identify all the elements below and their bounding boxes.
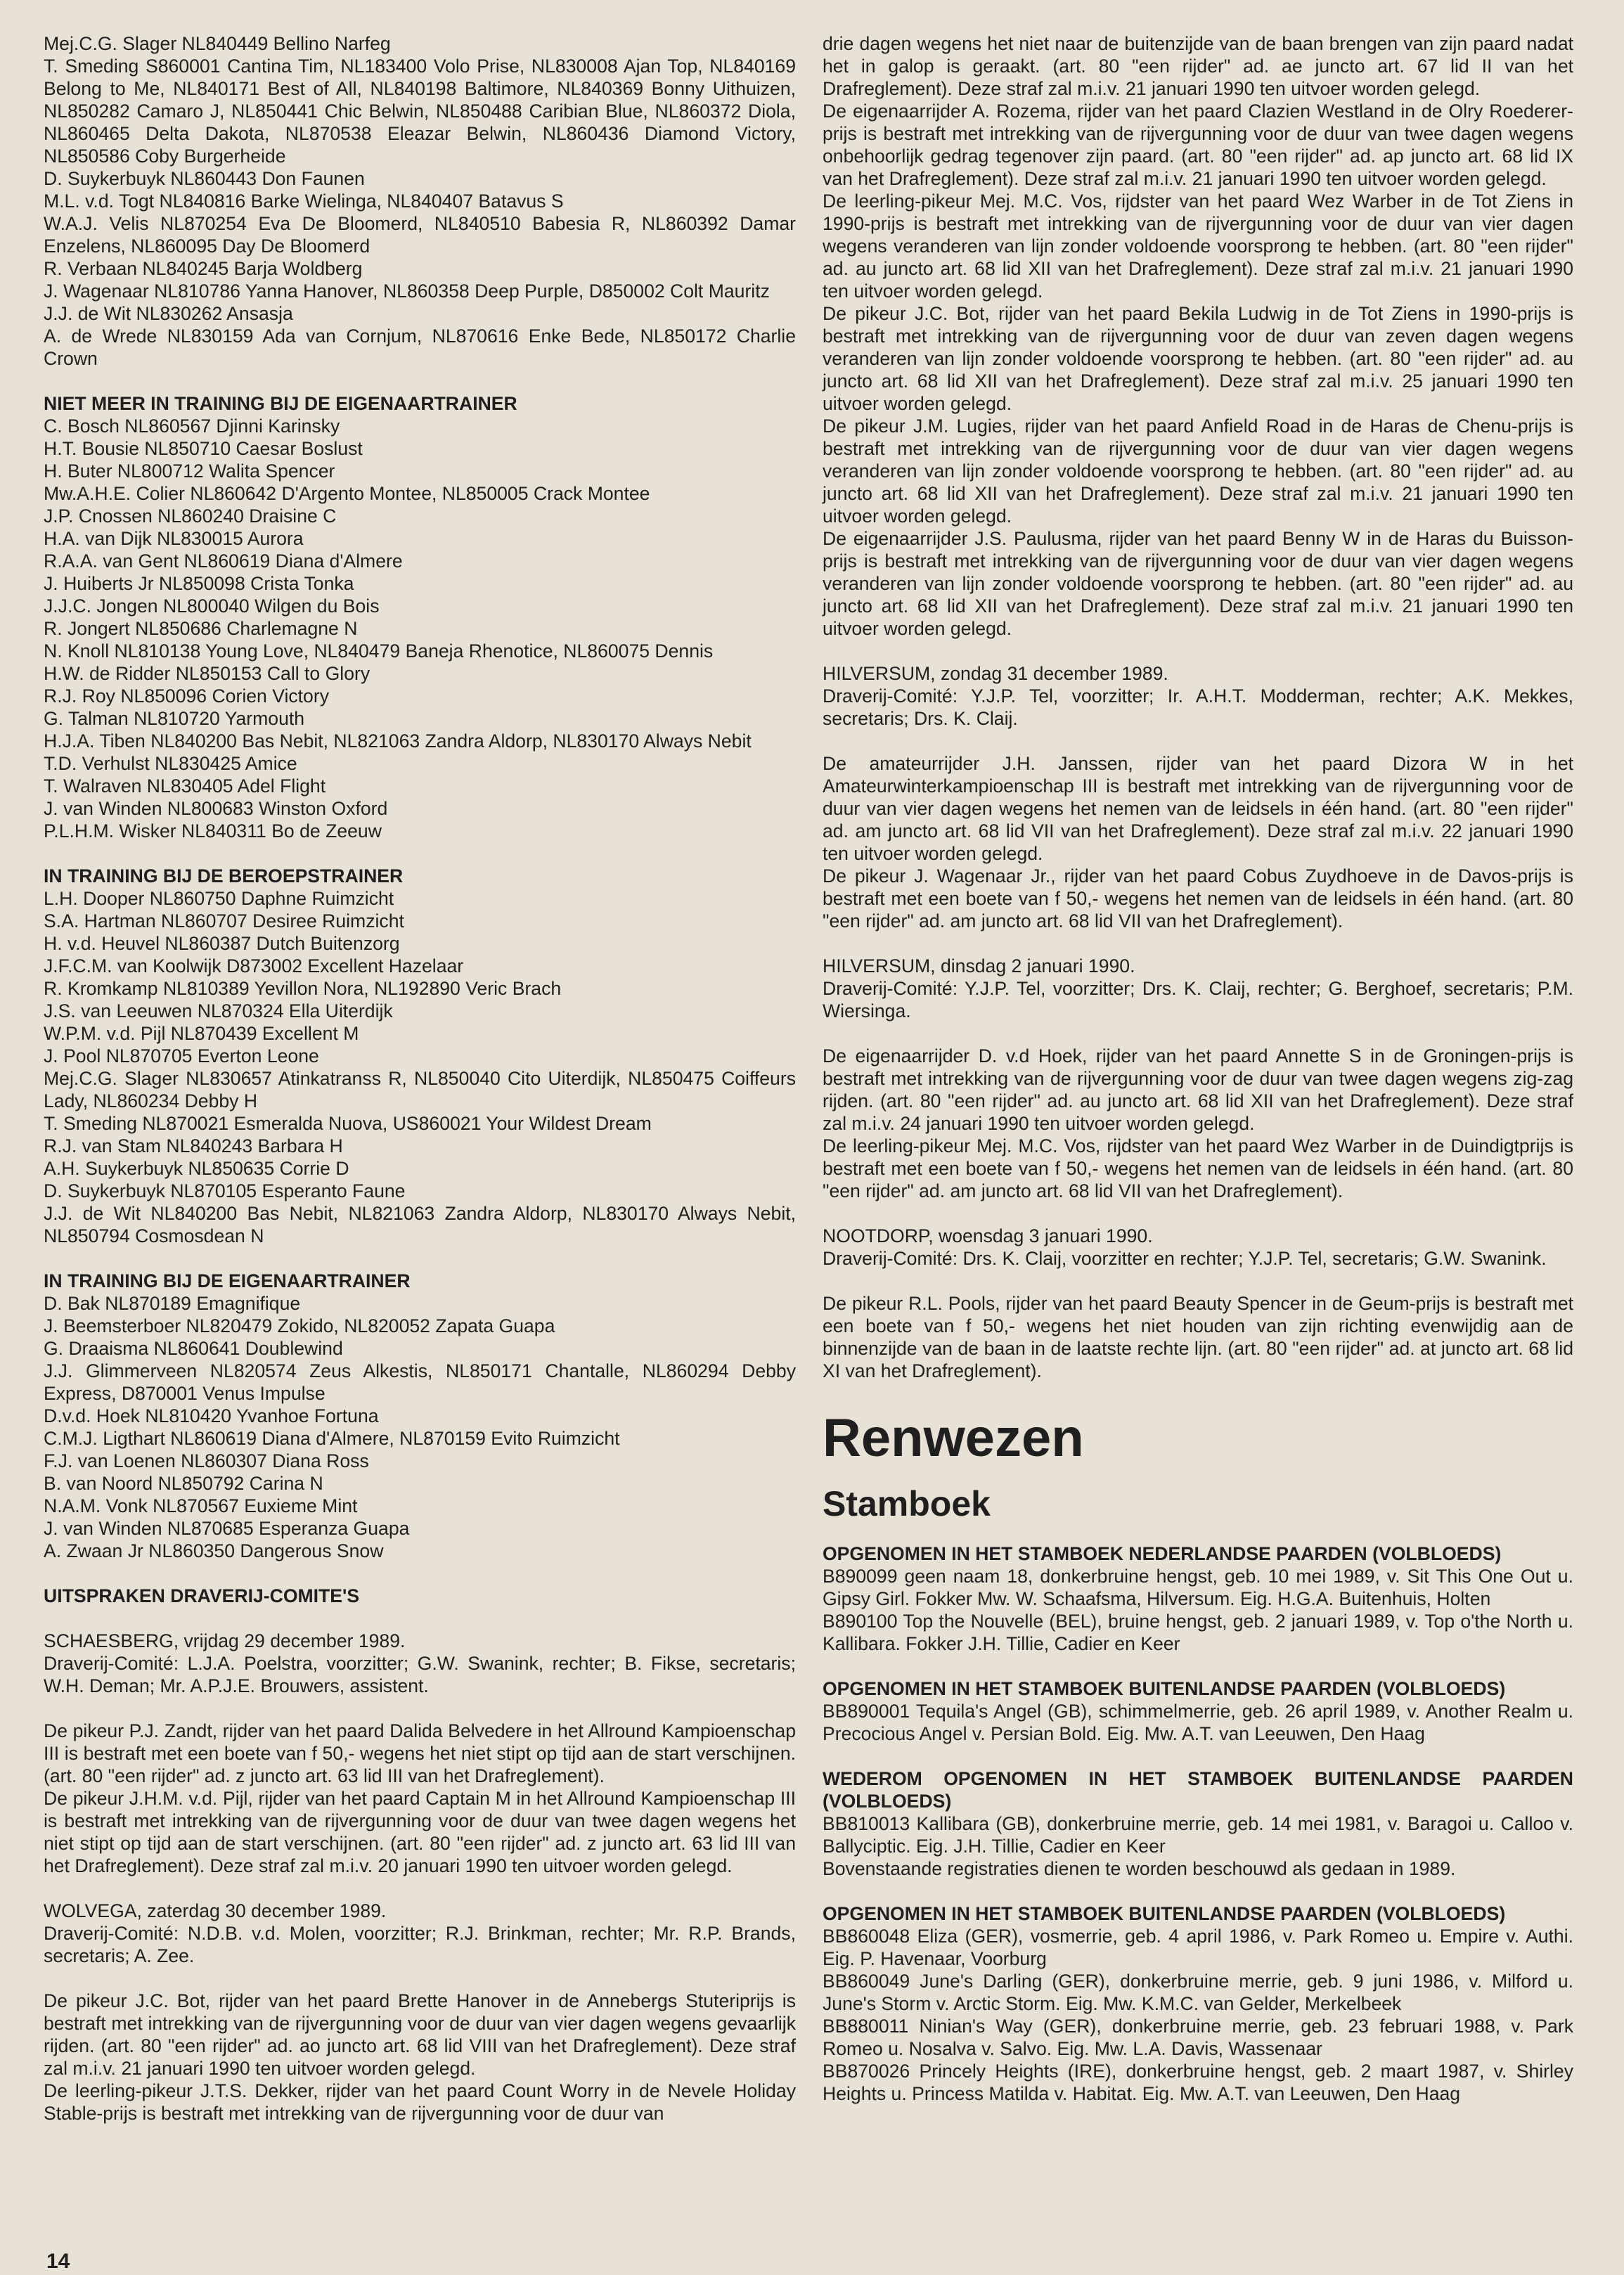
meeting-header: HILVERSUM, zondag 31 december 1989. [823,663,1168,684]
stamboek-heading: OPGENOMEN IN HET STAMBOEK BUITENLANDSE PAARDEN (VOLBLOEDS) [823,1903,1506,1924]
list-item: J.J.C. Jongen NL800040 Wilgen du Bois [44,595,380,617]
page-title: Renwezen [823,1408,1084,1468]
section-heading: IN TRAINING BIJ DE EIGENAARTRAINER [44,1270,411,1291]
list-item: H.T. Bousie NL850710 Caesar Boslust [44,438,363,459]
left-column [44,32,796,2125]
list-item: P.L.H.M. Wisker NL840311 Bo de Zeeuw [44,820,382,842]
ruling-paragraph: De leerling-pikeur Mej. M.C. Vos, rijdster van het paard Wez Warber in de Duindigtprijs is bestraft met een boete van f 50,- wegens het nemen van de leidsels in één hand. (art. 80 "een rijder" ad. am juncto art. 68 lid VII van het Drafreglement). [823,1135,1573,1201]
comite-line: Draverij-Comité: L.J.A. Poelstra, voorzitter; G.W. Swanink, rechter; B. Fikse, secretaris; W.H. Deman; Mr. A.P.J.E. Brouwers, assistent. [44,1653,796,1696]
section-heading: IN TRAINING BIJ DE BEROEPSTRAINER [44,865,404,887]
comite-line: Draverij-Comité: Y.J.P. Tel, voorzitter; Drs. K. Claij, rechter; G. Berghoef, secretaris; P.M. Wiersinga. [823,978,1573,1022]
list-item: T. Walraven NL830405 Adel Flight [44,775,326,797]
list-item: J.F.C.M. van Koolwijk D873002 Excellent Hazelaar [44,955,464,977]
section-heading: NIET MEER IN TRAINING BIJ DE EIGENAARTRAINER [44,393,517,414]
comite-line: Draverij-Comité: Y.J.P. Tel, voorzitter; Ir. A.H.T. Modderman, rechter; A.K. Mekkes, secretaris; Drs. K. Claij. [823,685,1573,729]
list-item: T. Smeding NL870021 Esmeralda Nuova, US860021 Your Wildest Dream [44,1113,652,1134]
stamboek-entry: BB810013 Kallibara (GB), donkerbruine merrie, geb. 14 mei 1981, v. Baragoi u. Calloo v. Ballyciptic. Eig. J.H. Tillie, Cadier en Keer [823,1813,1573,1857]
list-item: C. Bosch NL860567 Djinni Karinsky [44,415,340,437]
list-item: N.A.M. Vonk NL870567 Euxieme Mint [44,1495,358,1516]
list-item: J. Pool NL870705 Everton Leone [44,1045,319,1066]
list-item: L.H. Dooper NL860750 Daphne Ruimzicht [44,888,394,909]
list-item: R.J. Roy NL850096 Corien Victory [44,685,329,707]
section-heading: UITSPRAKEN DRAVERIJ-COMITE'S [44,1585,360,1606]
ruling-paragraph: De leerling-pikeur Mej. M.C. Vos, rijdster van het paard Wez Warber in de Tot Ziens in 1990-prijs is bestraft met intrekking van de rijvergunning voor de duur van vier dagen wegens veranderen van lijn zonder voldoende voorsprong te hebben. (art. 80 "een rijder" ad. au juncto art. 68 lid XII van het Drafreglement). Deze straf zal m.i.v. 21 januari 1990 ten uitvoer worden gelegd. [823,191,1573,302]
list-item: H.A. van Dijk NL830015 Aurora [44,528,304,549]
list-item: J. van Winden NL870685 Esperanza Guapa [44,1518,410,1539]
list-item: A. Zwaan Jr NL860350 Dangerous Snow [44,1540,384,1561]
ruling-paragraph: De pikeur J. Wagenaar Jr., rijder van het paard Cobus Zuydhoeve in de Davos-prijs is bestraft met een boete van f 50,- wegens het nemen van de leidsels in één hand. (art. 80 "een rijder" ad. am juncto art. 68 lid VII van het Drafreglement). [823,865,1573,932]
page-number: 14 [46,2250,70,2273]
stamboek-heading: WEDEROM OPGENOMEN IN HET STAMBOEK BUITENLANDSE PAARDEN (VOLBLOEDS) [823,1768,1573,1812]
list-item: H.W. de Ridder NL850153 Call to Glory [44,663,370,684]
list-item: J.J. Glimmerveen NL820574 Zeus Alkestis, NL850171 Chantalle, NL860294 Debby Express, D870001 Venus Impulse [44,1360,796,1404]
page-subtitle: Stamboek [823,1484,991,1523]
list-item: D. Bak NL870189 Emagnifique [44,1293,301,1314]
list-item: T.D. Verhulst NL830425 Amice [44,753,297,774]
stamboek-entry: BB880011 Ninian's Way (GER), donkerbruine merrie, geb. 23 februari 1988, v. Park Romeo u. Nosalva v. Salvo. Eig. Mw. L.A. Davis, Wassenaar [823,2016,1573,2059]
list-item: G. Draaisma NL860641 Doublewind [44,1338,343,1359]
list-item: W.P.M. v.d. Pijl NL870439 Excellent M [44,1023,359,1044]
meeting-header: HILVERSUM, dinsdag 2 januari 1990. [823,955,1135,977]
list-item: J.P. Cnossen NL860240 Draisine C [44,505,337,527]
list-item: Mej.C.G. Slager NL830657 Atinkatranss R, NL850040 Cito Uiterdijk, NL850475 Coiffeurs Lady, NL860234 Debby H [44,1068,796,1111]
stamboek-entry: BB860049 June's Darling (GER), donkerbruine merrie, geb. 9 juni 1986, v. Milford u. June's Storm v. Arctic Storm. Eig. Mw. K.M.C. van Gelder, Merkelbeek [823,1971,1573,2014]
ruling-paragraph: De eigenaarrijder A. Rozema, rijder van het paard Clazien Westland in de Olry Roederer-prijs is bestraft met intrekking van de rijvergunning voor de duur van twee dagen wegens onbehoorlijk gedrag tegenover zijn paard. (art. 80 "een rijder" ad. ap juncto art. 68 lid IX van het Drafreglement). Deze straf zal m.i.v. 21 januari 1990 ten uitvoer worden gelegd. [823,101,1573,189]
stamboek-entry: B890099 geen naam 18, donkerbruine hengst, geb. 10 mei 1989, v. Sit This One Out u. Gipsy Girl. Fokker Mw. W. Schaafsma, Hilversum. Eig. H.G.A. Buitenhuis, Holten [823,1566,1573,1609]
intro-line: W.A.J. Velis NL870254 Eva De Bloomerd, NL840510 Babesia R, NL860392 Damar Enzelens, NL860095 Day De Bloomerd [44,213,796,257]
intro-line: T. Smeding S860001 Cantina Tim, NL183400 Volo Prise, NL830008 Ajan Top, NL840169 Belong to Me, NL840171 Best of All, NL840198 Baltimore, NL840369 Bonny Uithuizen, NL850282 Camaro J, NL850441 Chic Belwin, NL850488 Caribian Blue, NL860372 Diola, NL860465 Delta Dakota, NL870538 Eleazar Belwin, NL860436 Diamond Victory, NL850586 Coby Burgerheide [44,56,796,167]
ruling-paragraph: De pikeur J.C. Bot, rijder van het paard Bekila Ludwig in de Tot Ziens in 1990-prijs is bestraft met intrekking van de rijvergunning voor de duur van zeven dagen wegens veranderen van lijn zonder voldoende voorsprong te hebben. (art. 80 "een rijder" ad. au juncto art. 68 lid XII van het Drafreglement). Deze straf zal m.i.v. 25 januari 1990 ten uitvoer worden gelegd. [823,303,1573,414]
stamboek-entry: BB890001 Tequila's Angel (GB), schimmelmerrie, geb. 26 april 1989, v. Another Realm u. Precocious Angel v. Persian Bold. Eig. Mw. A.T. van Leeuwen, Den Haag [823,1701,1573,1744]
list-item: J.S. van Leeuwen NL870324 Ella Uiterdijk [44,1000,393,1022]
list-item: D. Suykerbuyk NL870105 Esperanto Faune [44,1180,406,1201]
stamboek-heading: OPGENOMEN IN HET STAMBOEK NEDERLANDSE PAARDEN (VOLBLOEDS) [823,1543,1502,1564]
ruling-paragraph: De eigenaarrijder D. v.d Hoek, rijder van het paard Annette S in de Groningen-prijs is bestraft met intrekking van de rijvergunning voor de duur van twee dagen wegens zig-zag rijden. (art. 80 "een rijder" ad. au juncto art. 68 lid XII van het Drafreglement). Deze straf zal m.i.v. 24 januari 1990 ten uitvoer worden gelegd. [823,1045,1573,1134]
comite-line: Draverij-Comité: N.D.B. v.d. Molen, voorzitter; R.J. Brinkman, rechter; Mr. R.P. Brands, secretaris; A. Zee. [44,1923,796,1966]
list-item: G. Talman NL810720 Yarmouth [44,708,305,729]
stamboek-entry: Bovenstaande registraties dienen te worden beschouwd als gedaan in 1989. [823,1858,1456,1879]
ruling-paragraph: drie dagen wegens het niet naar de buitenzijde van de baan brengen van zijn paard nadat het in galop is geraakt. (art. 80 "een rijder" ad. ae juncto art. 67 lid II van het Drafreglement). Deze straf zal m.i.v. 21 januari 1990 ten uitvoer worden gelegd. [823,33,1573,99]
ruling-paragraph: De pikeur P.J. Zandt, rijder van het paard Dalida Belvedere in het Allround Kampioenschap III is bestraft met een boete van f 50,- wegens het niet stipt op tijd aan de start verschijnen. (art. 80 "een rijder" ad. z juncto art. 63 lid III van het Drafreglement). [44,1720,796,1786]
intro-line: M.L. v.d. Togt NL840816 Barke Wielinga, NL840407 Batavus S [44,191,564,212]
stamboek-heading: OPGENOMEN IN HET STAMBOEK BUITENLANDSE PAARDEN (VOLBLOEDS) [823,1678,1506,1699]
list-item: B. van Noord NL850792 Carina N [44,1473,323,1494]
stamboek-entry: B890100 Top the Nouvelle (BEL), bruine hengst, geb. 2 januari 1989, v. Top o'the North u. Kallibara. Fokker J.H. Tillie, Cadier en Keer [823,1611,1573,1654]
list [44,415,796,842]
list-item: R.A.A. van Gent NL860619 Diana d'Almere [44,550,403,572]
intro-line: A. de Wrede NL830159 Ada van Cornjum, NL870616 Enke Bede, NL850172 Charlie Crown [44,326,796,369]
meeting-header: WOLVEGA, zaterdag 30 december 1989. [44,1900,387,1921]
list-item: F.J. van Loenen NL860307 Diana Ross [44,1450,369,1471]
intro-line: R. Verbaan NL840245 Barja Woldberg [44,258,363,279]
list-item: C.M.J. Ligthart NL860619 Diana d'Almere, NL870159 Evito Ruimzicht [44,1428,620,1449]
list-item: J. Beemsterboer NL820479 Zokido, NL820052 Zapata Guapa [44,1315,555,1336]
list-item: N. Knoll NL810138 Young Love, NL840479 Baneja Rhenotice, NL860075 Dennis [44,640,714,662]
intro-line: D. Suykerbuyk NL860443 Don Faunen [44,168,365,189]
list-item: R. Kromkamp NL810389 Yevillon Nora, NL192890 Veric Brach [44,978,562,999]
ruling-paragraph: De leerling-pikeur J.T.S. Dekker, rijder van het paard Count Worry in de Nevele Holiday Stable-prijs is bestraft met intrekking van de rijvergunning voor de duur van [44,2080,796,2124]
list-item: J. van Winden NL800683 Winston Oxford [44,798,388,819]
list-item: J.J. de Wit NL840200 Bas Nebit, NL821063 Zandra Aldorp, NL830170 Always Nebit, NL850794 Cosmosdean N [44,1203,796,1246]
ruling-paragraph: De pikeur R.L. Pools, rijder van het paard Beauty Spencer in de Geum-prijs is bestraft met een boete van f 50,- wegens het niet houden van zijn richting evenwijdig aan de binnenzijde van de baan in de laatste rechte lijn. (art. 80 "een rijder" ad. at juncto art. 68 lid XI van het Drafreglement). [823,1293,1573,1381]
list-item: A.H. Suykerbuyk NL850635 Corrie D [44,1158,349,1179]
comite-line: Draverij-Comité: Drs. K. Claij, voorzitter en rechter; Y.J.P. Tel, secretaris; G.W. Swanink. [823,1248,1547,1269]
ruling-paragraph: De amateurrijder J.H. Janssen, rijder van het paard Dizora W in het Amateurwinterkampioenschap III is bestraft met intrekking van de rijvergunning voor de duur van vier dagen wegens het nemen van de leidsels in één hand. (art. 80 "een rijder" ad. am juncto art. 68 lid VII van het Drafreglement). Deze straf zal m.i.v. 22 januari 1990 ten uitvoer worden gelegd. [823,753,1573,864]
list-item: D.v.d. Hoek NL810420 Yvanhoe Fortuna [44,1405,379,1426]
intro-line: J. Wagenaar NL810786 Yanna Hanover, NL860358 Deep Purple, D850002 Colt Mauritz [44,281,770,302]
intro-line: Mej.C.G. Slager NL840449 Bellino Narfeg [44,33,391,54]
meeting-header: NOOTDORP, woensdag 3 januari 1990. [823,1225,1153,1246]
list [44,1292,796,1562]
list-item: S.A. Hartman NL860707 Desiree Ruimzicht [44,910,404,932]
ruling-paragraph: De pikeur J.C. Bot, rijder van het paard Brette Hanover in de Annebergs Stuteriprijs is bestraft met intrekking van de rijvergunning voor de duur van vier dagen wegens gevaarlijk rijden. (art. 80 "een rijder" ad. ao juncto art. 68 lid VIII van het Drafreglement). Deze straf zal m.i.v. 21 januari 1990 ten uitvoer worden gelegd. [44,1990,796,2079]
ruling-paragraph: De pikeur J.H.M. v.d. Pijl, rijder van het paard Captain M in het Allround Kampioenschap III is bestraft met intrekking van de rijvergunning voor de duur van twee dagen wegens het niet stipt op tijd aan de start verschijnen. (art. 80 "een rijder" ad. z juncto art. 63 lid III van het Drafreglement). Deze straf zal m.i.v. 20 januari 1990 ten uitvoer worden gelegd. [44,1788,796,1876]
ruling-paragraph: De eigenaarrijder J.S. Paulusma, rijder van het paard Benny W in de Haras du Buisson-prijs is bestraft met intrekking van de rijvergunning voor de duur van vier dagen wegens veranderen van lijn zonder voldoende voorsprong te hebben. (art. 80 "een rijder" ad. au juncto art. 68 lid XII van het Drafreglement). Deze straf zal m.i.v. 21 januari 1990 ten uitvoer worden gelegd. [823,528,1573,639]
list-item: R.J. van Stam NL840243 Barbara H [44,1135,343,1156]
stamboek-entry: BB860048 Eliza (GER), vosmerrie, geb. 4 april 1986, v. Park Romeo u. Empire v. Authi. Eig. P. Havenaar, Voorburg [823,1926,1573,1969]
meeting-header: SCHAESBERG, vrijdag 29 december 1989. [44,1630,406,1651]
list-item: R. Jongert NL850686 Charlemagne N [44,618,358,639]
intro-line: J.J. de Wit NL830262 Ansasja [44,303,293,324]
list-item: H. v.d. Heuvel NL860387 Dutch Buitenzorg [44,933,400,954]
right-column [823,32,1573,2105]
stamboek-entry: BB870026 Princely Heights (IRE), donkerbruine hengst, geb. 2 maart 1987, v. Shirley Heights u. Princess Matilda v. Habitat. Eig. Mw. A.T. van Leeuwen, Den Haag [823,2061,1573,2104]
ruling-paragraph: De pikeur J.M. Lugies, rijder van het paard Anfield Road in de Haras de Chenu-prijs is bestraft met intrekking van de rijvergunning voor de duur van vier dagen wegens veranderen van lijn zonder voldoende voorsprong te hebben. (art. 80 "een rijder" ad. au juncto art. 68 lid XII van het Drafreglement). Deze straf zal m.i.v. 21 januari 1990 ten uitvoer worden gelegd. [823,415,1573,527]
list-item: J. Huiberts Jr NL850098 Crista Tonka [44,573,354,594]
list [44,887,796,1247]
list-item: H.J.A. Tiben NL840200 Bas Nebit, NL821063 Zandra Aldorp, NL830170 Always Nebit [44,730,752,752]
list-item: Mw.A.H.E. Colier NL860642 D'Argento Montee, NL850005 Crack Montee [44,483,650,504]
list-item: H. Buter NL800712 Walita Spencer [44,460,335,482]
